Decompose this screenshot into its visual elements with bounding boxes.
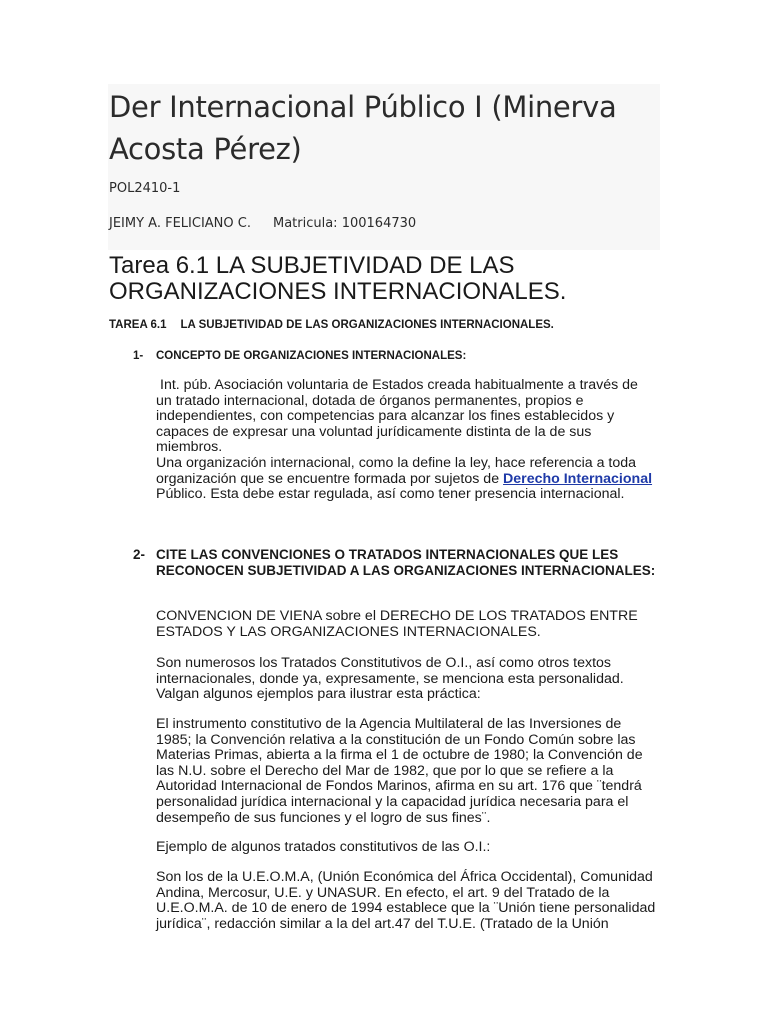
derecho-internacional-link[interactable]: Derecho Internacional xyxy=(503,470,653,487)
student-line xyxy=(109,216,416,231)
question-1-paragraph-2 xyxy=(156,456,656,503)
question-2-paragraph-4: Ejemplo de algunos tratados constitutivos de las O.I.: xyxy=(156,839,491,855)
document-title: Der Internacional Público I (Minerva Acosta Pérez) xyxy=(109,90,617,166)
q1-p2-text-before: Una organización internacional, como la define la ley, hace referencia a toda organización que se encuentre formada por sujetos de xyxy=(156,455,637,487)
question-2-paragraph-5: Son los de la U.E.O.M.A, (Unión Económica del África Occidental), Comunidad Andina, Mercosur, U.E. y UNASUR. En efecto, el art. 9 del Tratado de la U.E.O.M.A. de 10 de enero de 1994 establece que la ¨Unión tiene personalidad jurídica¨, redacción similar a la del art.47 del T.U.E. (Tratado de la Unión xyxy=(156,869,656,932)
task-sub-label: TAREA 6.1 xyxy=(109,319,167,331)
question-2-paragraph-2: Son numerosos los Tratados Constitutivos de O.I., así como otros textos internacionales, donde ya, expresamente, se menciona esta personalidad. Valgan algunos ejemplos para ilustrar esta práctica: xyxy=(156,655,624,703)
question-1-paragraph-1 xyxy=(156,378,656,456)
question-1-number: 1- xyxy=(133,350,144,362)
matricula-label: Matricula: xyxy=(272,216,338,231)
task-subheading xyxy=(109,319,554,331)
question-2-number: 2- xyxy=(133,547,146,562)
q1-p1-text: Int. púb. Asociación voluntaria de Estados creada habitualmente a través de un tratado internacional, dotada de órganos permanentes, propios e independientes, con competencias para alcanzar los fines establecidos y capaces de expresar una voluntad jurídicamente distinta de la de sus miembros. xyxy=(156,377,638,456)
question-2-paragraph-1: CONVENCION DE VIENA sobre el DERECHO DE LOS TRATADOS ENTRE ESTADOS Y LAS ORGANIZACIONES INTERNACIONALES. xyxy=(156,608,638,640)
question-2-paragraph-3: El instrumento constitutivo de la Agencia Multilateral de las Inversiones de 1985; la Convención relativa a la constitución de un Fondo Común sobre las Materias Primas, abierta a la firma el 1 de octubre de 1980; la Convención de las N.U. sobre el Derecho del Mar de 1982, que por lo que se refiere a la Autoridad Internacional de Fondos Marinos, afirma en su art. 176 que ¨tendrá personalidad jurídica internacional y la capacidad jurídica necesaria para el desempeño de sus funciones y el logro de sus fines¨. xyxy=(156,716,643,826)
student-name: JEIMY A. FELICIANO C. xyxy=(109,216,251,231)
question-2-title: CITE LAS CONVENCIONES O TRATADOS INTERNACIONALES QUE LES RECONOCEN SUBJETIVIDAD A LAS ORGANIZACIONES INTERNACIONALES: xyxy=(156,547,656,578)
task-heading: Tarea 6.1 LA SUBJETIVIDAD DE LAS ORGANIZACIONES INTERNACIONALES. xyxy=(109,252,567,305)
matricula-value: 100164730 xyxy=(341,216,417,231)
task-sub-title: LA SUBJETIVIDAD DE LAS ORGANIZACIONES INTERNACIONALES. xyxy=(180,319,554,331)
question-1-title: CONCEPTO DE ORGANIZACIONES INTERNACIONALES: xyxy=(156,350,467,362)
course-code: POL2410-1 xyxy=(109,181,181,196)
q1-p2-text-after: Público. Esta debe estar regulada, así como tener presencia internacional. xyxy=(156,486,625,503)
